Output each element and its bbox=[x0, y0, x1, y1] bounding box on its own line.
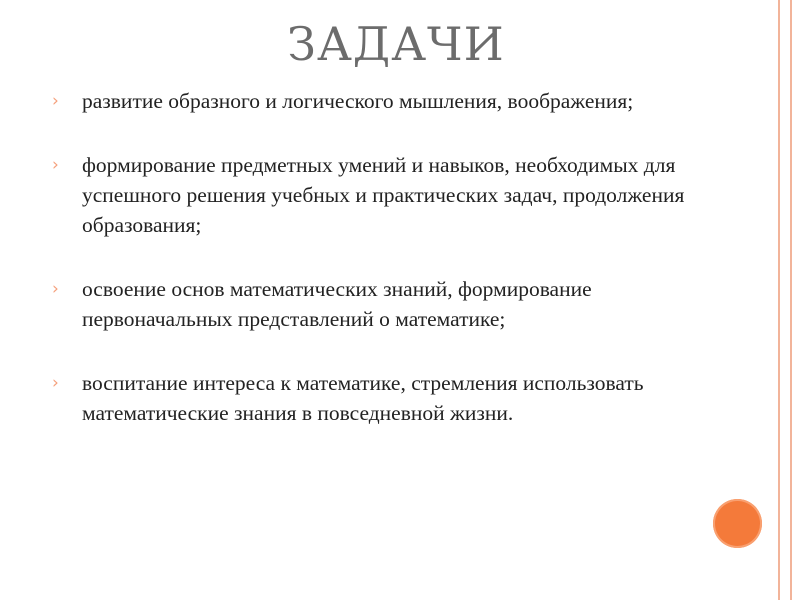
slide-title: ЗАДАЧИ bbox=[287, 17, 505, 71]
bullet-text: развитие образного и логического мышления, воображения; bbox=[82, 89, 634, 113]
chevron-right-icon: › bbox=[52, 373, 59, 393]
bullet-text: воспитание интереса к математике, стремления использовать математические знания в повседневной жизни. bbox=[82, 371, 644, 425]
chevron-right-icon: › bbox=[52, 155, 59, 175]
chevron-right-icon: › bbox=[52, 279, 59, 299]
list-item bbox=[52, 86, 722, 116]
bullet-text: формирование предметных умений и навыков, необходимых для успешного решения учебных и практических задач, продолжения образования; bbox=[82, 153, 685, 237]
list-item bbox=[52, 150, 722, 240]
list-item bbox=[52, 274, 722, 334]
decorative-border-line bbox=[778, 0, 780, 600]
list-item bbox=[52, 368, 722, 428]
bullet-list bbox=[52, 86, 722, 462]
decorative-border-line bbox=[790, 0, 792, 600]
decorative-circle bbox=[713, 499, 762, 548]
bullet-text: освоение основ математических знаний, формирование первоначальных представлений о математике; bbox=[82, 277, 592, 331]
chevron-right-icon: › bbox=[52, 91, 59, 111]
